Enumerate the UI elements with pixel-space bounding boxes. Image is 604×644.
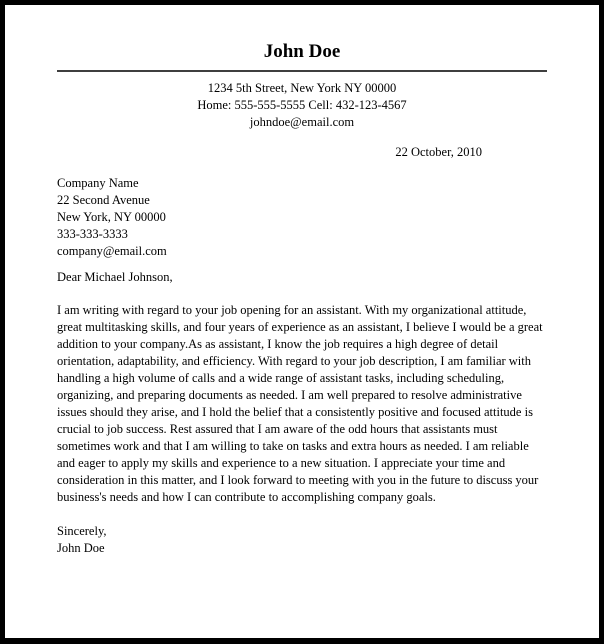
recipient-company: Company Name: [57, 176, 139, 190]
sender-address-line: 1234 5th Street, New York NY 00000: [207, 81, 397, 95]
recipient-email: company@email.com: [57, 244, 167, 258]
recipient-phone: 333-333-3333: [57, 227, 128, 241]
closing-block: [57, 523, 547, 557]
body-paragraph: I am writing with regard to your job opening for an assistant. With my organizational attitude, great multitasking skills, and four years of experience as an assistant, I believe I would be a great addition to your company.As as assistant, I know the job requires a high degree of detail orientation, adaptability, and efficiency. With regard to your job description, I am familiar with handling a high volume of calls and a wide range of assistant tasks, including scheduling, organizing, and preparing documents as needed. I am well prepared to resolve administrative issues should they arise, and I hold the belief that a consistently positive and focused attitude is crucial to job success. Rest assured that I am aware of the odd hours that assistants must sometimes work and that I am willing to take on tasks and extra hours as needed. I am reliable and eager to apply my skills and experience to a new situation. I appreciate your time and consideration in this matter, and I look forward to meeting with you in the future to discuss your business's needs and how I can contribute to accomplishing company goals.: [57, 303, 543, 504]
closing-phrase: Sincerely,: [57, 524, 107, 538]
recipient-city: New York, NY 00000: [57, 210, 166, 224]
header-rule: [57, 70, 547, 72]
sender-name: John Doe: [263, 41, 341, 62]
date-line: 22 October, 2010: [395, 145, 482, 159]
recipient-street: 22 Second Avenue: [57, 193, 150, 207]
recipient-block: [57, 175, 547, 260]
signature-name: John Doe: [57, 541, 105, 555]
sender-email-line: johndoe@email.com: [249, 115, 355, 129]
sender-contact-block: [57, 80, 547, 131]
letter-document: [5, 5, 599, 638]
sender-phone-line: Home: 555-555-5555 Cell: 432-123-4567: [197, 98, 407, 112]
salutation: Dear Michael Johnson,: [57, 270, 173, 284]
